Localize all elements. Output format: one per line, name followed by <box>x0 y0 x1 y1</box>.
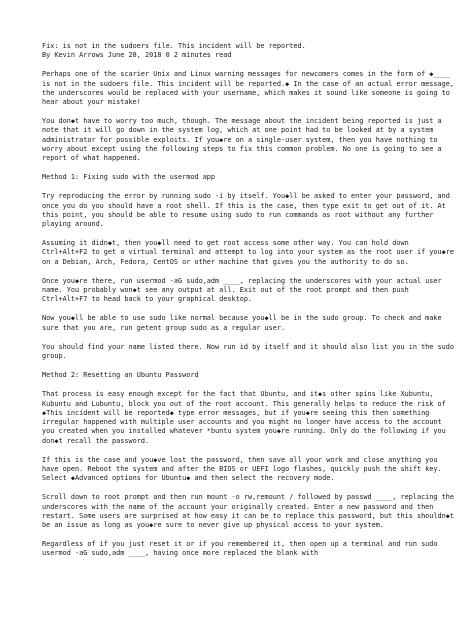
section-heading-method-1: Method 1: Fixing sudo with the usermod app <box>42 173 216 182</box>
document-page <box>42 42 458 569</box>
article-byline: By Kevin Arrows June 28, 2018 0 2 minutes read <box>42 51 232 60</box>
paragraph-ubuntu-root: That process is easy enough except for the fact that Ubuntu, and it◆s other spins like Xubuntu, Kubuntu and Lubuntu, block you out of the root account. This generally helps to reduce the risk of ◆This incident will be reported◆ type error messages, but if you◆re seeing this then something irregular happened with multiple user accounts and you might no longer have access to the account you created when you installed whatever *buntu system you◆re running. Only do the following if you don◆t recall the password. <box>42 390 446 445</box>
article-title: Fix: is not in the sudoers file. This incident will be reported. <box>42 42 306 50</box>
paragraph-no-worry: You don◆t have to worry too much, though. The message about the incident being reported is just a note that it will go down in the system log, which at one point had to be looked at by a system administrator for possible exploits. If you◆re on a single-user system, then you have nothing to worry about except using the following steps to fix this common problem. No one is going to see a report of what happened. <box>42 117 442 163</box>
paragraph-recovery-mode: If this is the case and you◆ve lost the password, then save all your work and close anything you have open. Reboot the system and after the BIOS or UEFI logo flashes, quickly push the shift key. Select ◆Advanced options for Ubuntu◆ and then select the recovery mode. <box>42 455 442 483</box>
paragraph-passwd: Scroll down to root prompt and then run mount -o rw,remount / followed by passwd ____, replacing the underscores with the name of the account your originally created. Enter a new password and then restart. Some users are surprised at how easy it can be to replace this password, but this shouldn◆t be an issue as long as you◆re sure to never give up physical access to your system. <box>42 493 455 529</box>
paragraph-usermod: Once you◆re there, run usermod -aG sudo,adm ____, replacing the underscores with your actual user name. You probably won◆t see any output at all. Exit out of the root prompt and then push Ctrl+Alt+F7 to head back to your graphical desktop. <box>42 276 442 304</box>
paragraph-getent: Now you◆ll be able to use sudo like normal because you◆ll be in the sudo group. To check and make sure that you are, run getent group sudo as a regular user. <box>42 314 442 332</box>
article-header <box>42 42 458 60</box>
paragraph-sudo-i: Try reproducing the error by running sudo -i by itself. You◆ll be asked to enter your password, and once you do you should have a root shell. If this is the case, then type exit to get out of it. At this point, you should be able to resume using sudo to run commands as root without any further playing around. <box>42 192 450 229</box>
paragraph-final: Regardless of if you just reset it or if you remembered it, then open up a terminal and run sudo usermod -aG sudo,adm ____, having once more replaced the blank with <box>42 540 438 558</box>
section-heading-method-2: Method 2: Resetting an Ubuntu Password <box>42 371 199 380</box>
paragraph-intro: Perhaps one of the scarier Unix and Linux warning messages for newcomers comes in the form of ◆____ is not in the sudoers file. This incident will be reported.◆ In the case of an actual error message, the underscores would be replaced with your username, which makes it sound like someone is going to hear about your mistake! <box>42 70 455 107</box>
paragraph-root-access: Assuming it didn◆t, then you◆ll need to get root access some other way. You can hold down Ctrl+Alt+F2 to get a virtual terminal and attempt to log into your system as the root user if you◆re on a Debian, Arch, Fedora, CentOS or other machine that gives you the authority to do so. <box>42 239 455 266</box>
paragraph-run-id: You should find your name listed there. Now run id by itself and it should also list you in the sudo group. <box>42 342 455 361</box>
